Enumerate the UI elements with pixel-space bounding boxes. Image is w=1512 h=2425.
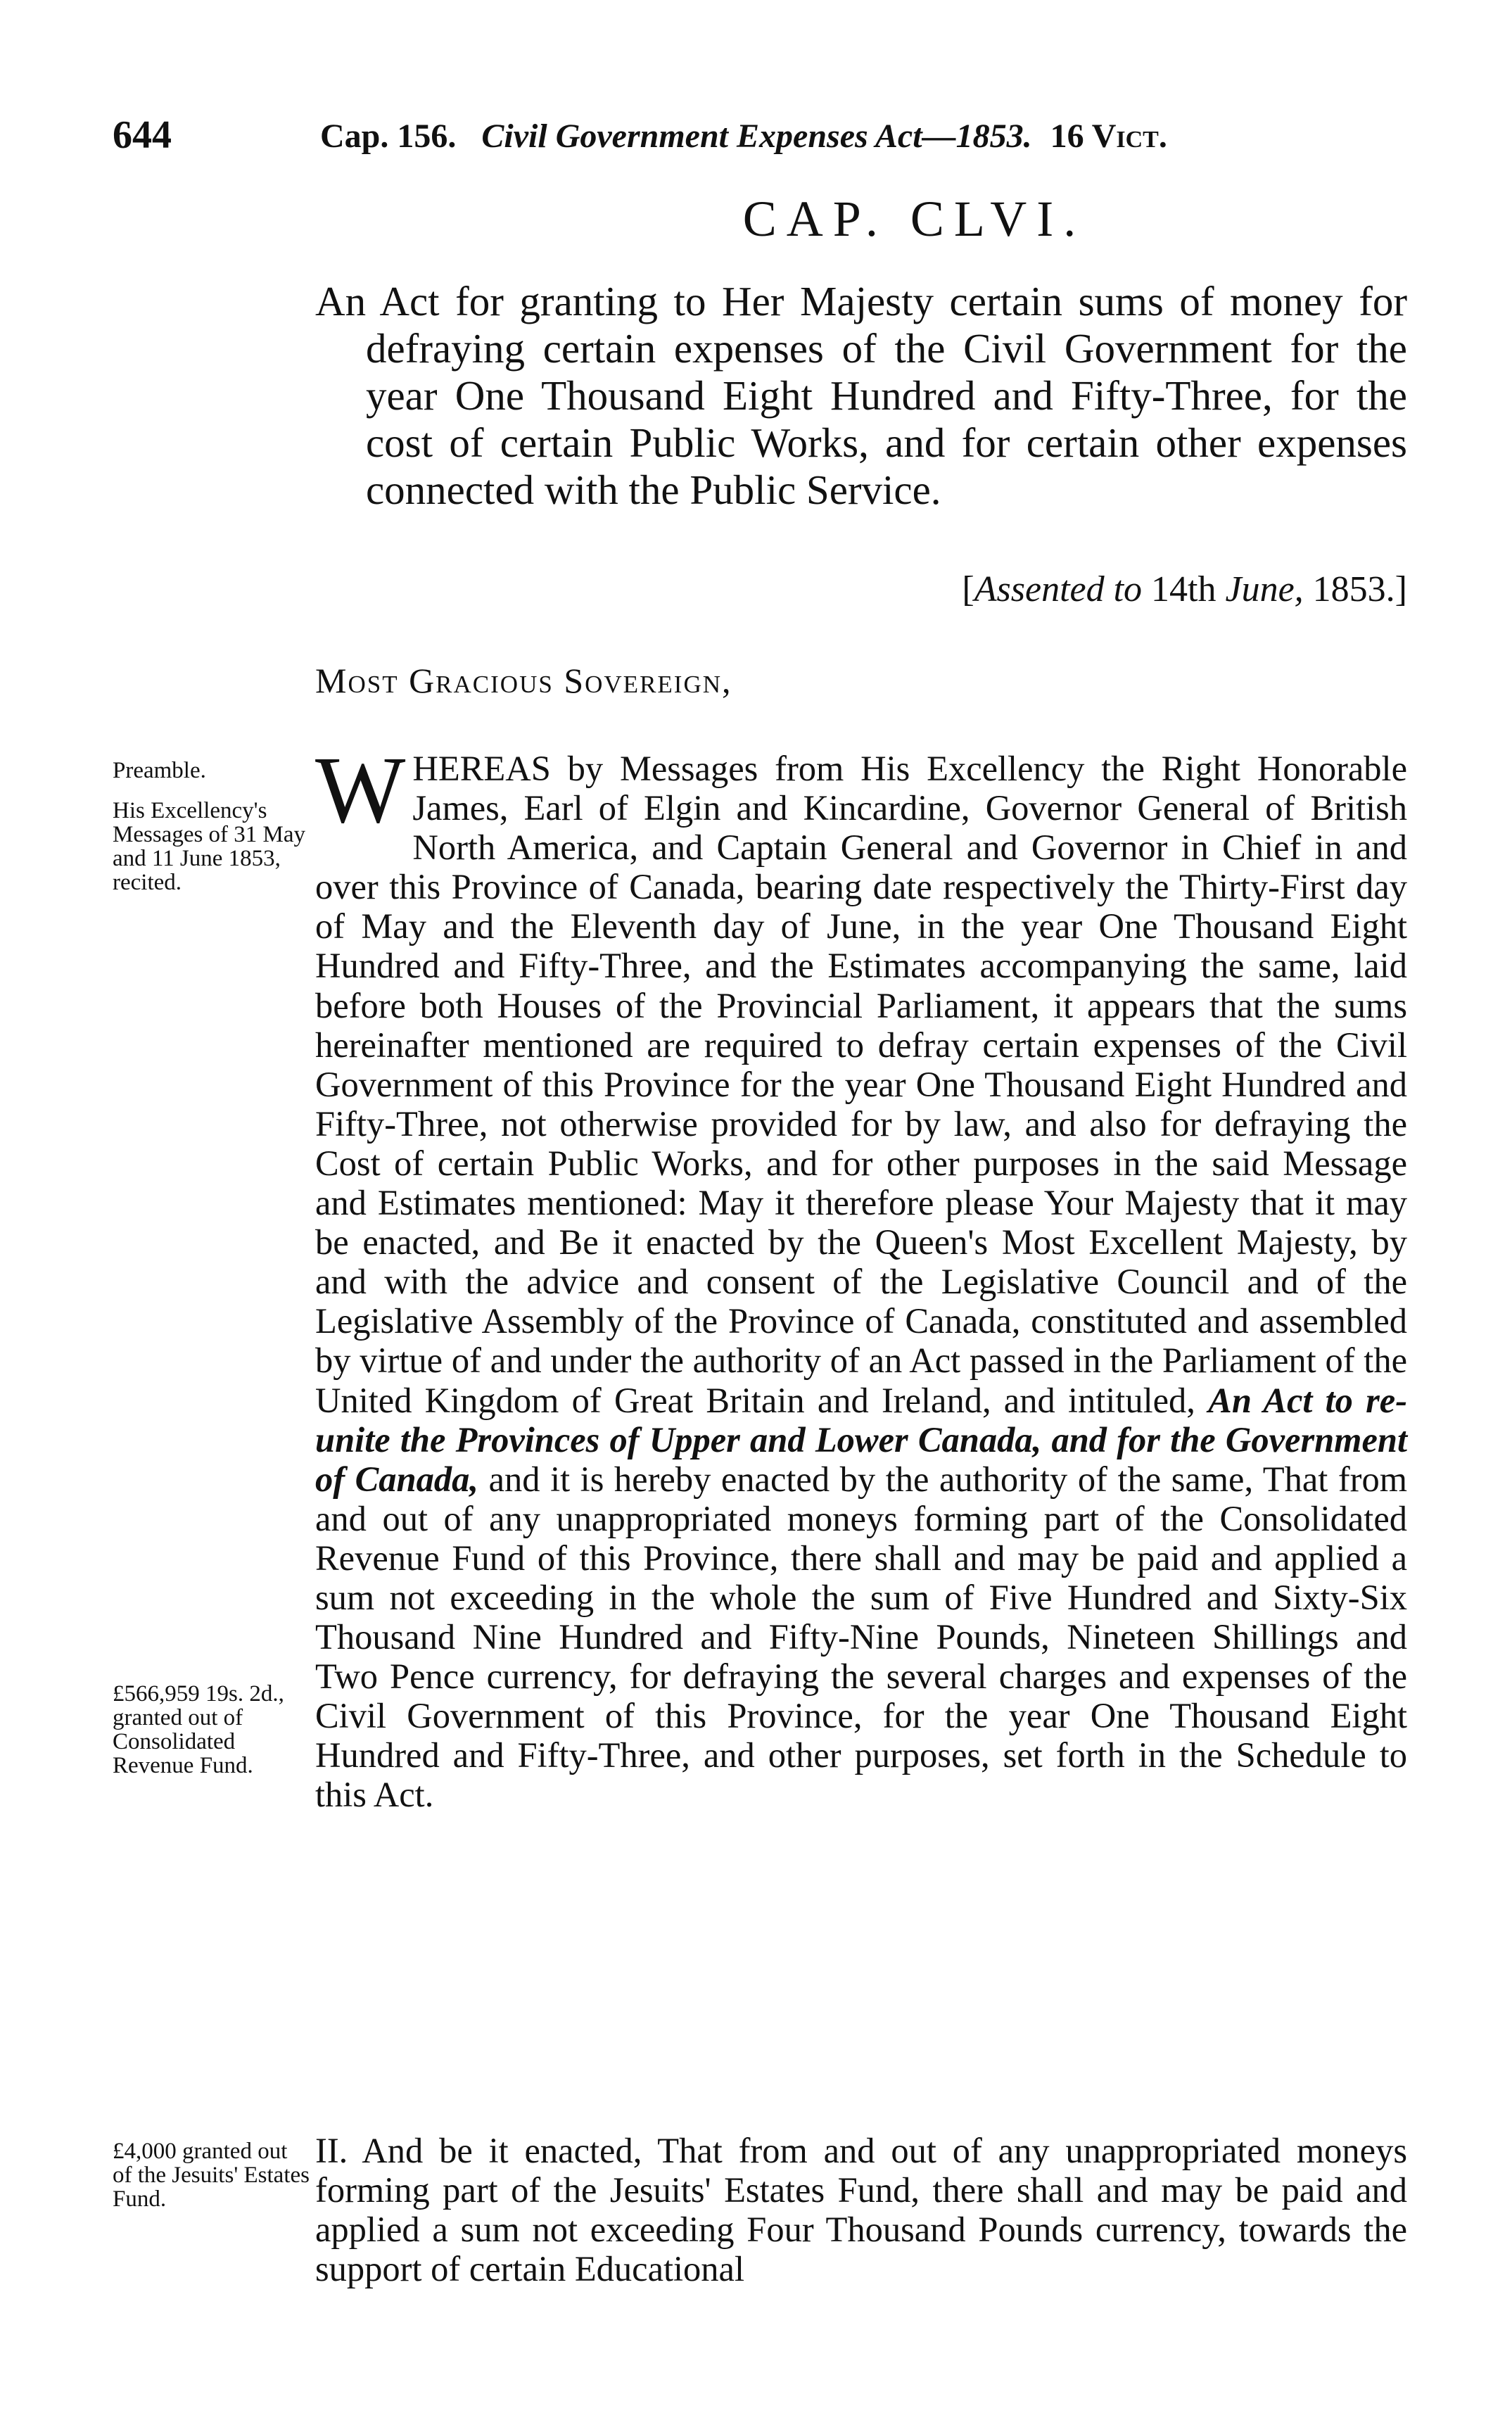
cited-act-title: An Act to re-unite the Provinces of Upper and Lower Canada, and for the Government of Canada, bbox=[315, 1380, 1408, 1499]
section-2-text: II. And be it enacted, That from and out of any unappropriated moneys forming part of the Jesuits' Estates Fund, there shall and may be paid and applied a sum not exceeding Four Thousand Pounds currency, towards the support of certain Educational bbox=[315, 2131, 1407, 2289]
running-head bbox=[320, 117, 1167, 156]
assent-date: [Assented to 14th June, 1853.] bbox=[962, 569, 1407, 609]
page-number: 644 bbox=[113, 113, 172, 157]
chapter-heading: CAP. CLVI. bbox=[742, 191, 1086, 247]
regnal-year: 16 Vict. bbox=[1050, 118, 1167, 155]
margin-note-consolidated-grant: £566,959 19s. 2d., granted out of Consolidated Revenue Fund. bbox=[113, 1681, 284, 1778]
margin-note-jesuits-grant: £4,000 granted out of the Jesuits' Estates Fund. bbox=[113, 2139, 310, 2212]
running-header bbox=[113, 113, 1407, 169]
section-1-preamble-text: WHEREAS by Messages from His Excellency the Right Honorable James, Earl of Elgin and Kincardine, Governor General of British North America, and Captain General and Governor in Chief in and over this Province of Canada, bearing date respectively the Thirty-First day of May and the Eleventh day of June, in the year One Thousand Eight Hundred and Fifty-Three, and the Estimates accompanying the same, laid before both Houses of the Provincial Parliament, it appears that the sums hereinafter mentioned are required to defray certain expenses of the Civil Government of this Province for the year One Thousand Eight Hundred and Fifty-Three, not otherwise provided for by law, and also for defraying the Cost of certain Public Works, and for other purposes in the said Message and Estimates mentioned: May it therefore please Your Majesty that it may be enacted, and Be it enacted by the Queen's Most Excellent Majesty, by and with the advice and consent of the Legislative Council and of the Legislative Assembly of the Province of Canada, constituted and assembled by virtue of and under the authority of an Act passed in the Parliament of the United Kingdom of Great Britain and Ireland, and intituled, An Act to re-unite the Provinces of Upper and Lower Canada, and for the Government of Canada, and it is hereby enacted by the authority of the same, That from and out of any unappropriated moneys forming part of the Consolidated Revenue Fund of this Province, there shall and may be paid and applied a sum not exceeding in the whole the sum of Five Hundred and Sixty-Six Thousand Nine Hundred and Fifty-Nine Pounds, Nineteen Shillings and Two Pence currency, for defraying the several charges and expenses of the Civil Government of this Province, for the year One Thousand Eight Hundred and Fifty-Three, and other purposes, set forth in the Schedule to this Act. bbox=[315, 737, 1408, 1815]
act-long-title: An Act for granting to Her Majesty certain sums of money for defraying certain expenses of the Civil Government for the year One Thousand Eight Hundred and Fifty-Three, for the cost of certain Public Works, and for certain other expenses connected with the Public Service. bbox=[315, 278, 1407, 513]
chapter-reference: Cap. 156. bbox=[320, 118, 457, 155]
drop-cap: W bbox=[315, 737, 406, 843]
salutation: Most Gracious Sovereign, bbox=[315, 661, 732, 700]
act-short-title: Civil Government Expenses Act—1853. bbox=[481, 118, 1032, 155]
margin-note-preamble: Preamble. bbox=[113, 758, 206, 783]
margin-note-messages-recited: His Excellency's Messages of 31 May and 11 June 1853, recited. bbox=[113, 798, 306, 895]
